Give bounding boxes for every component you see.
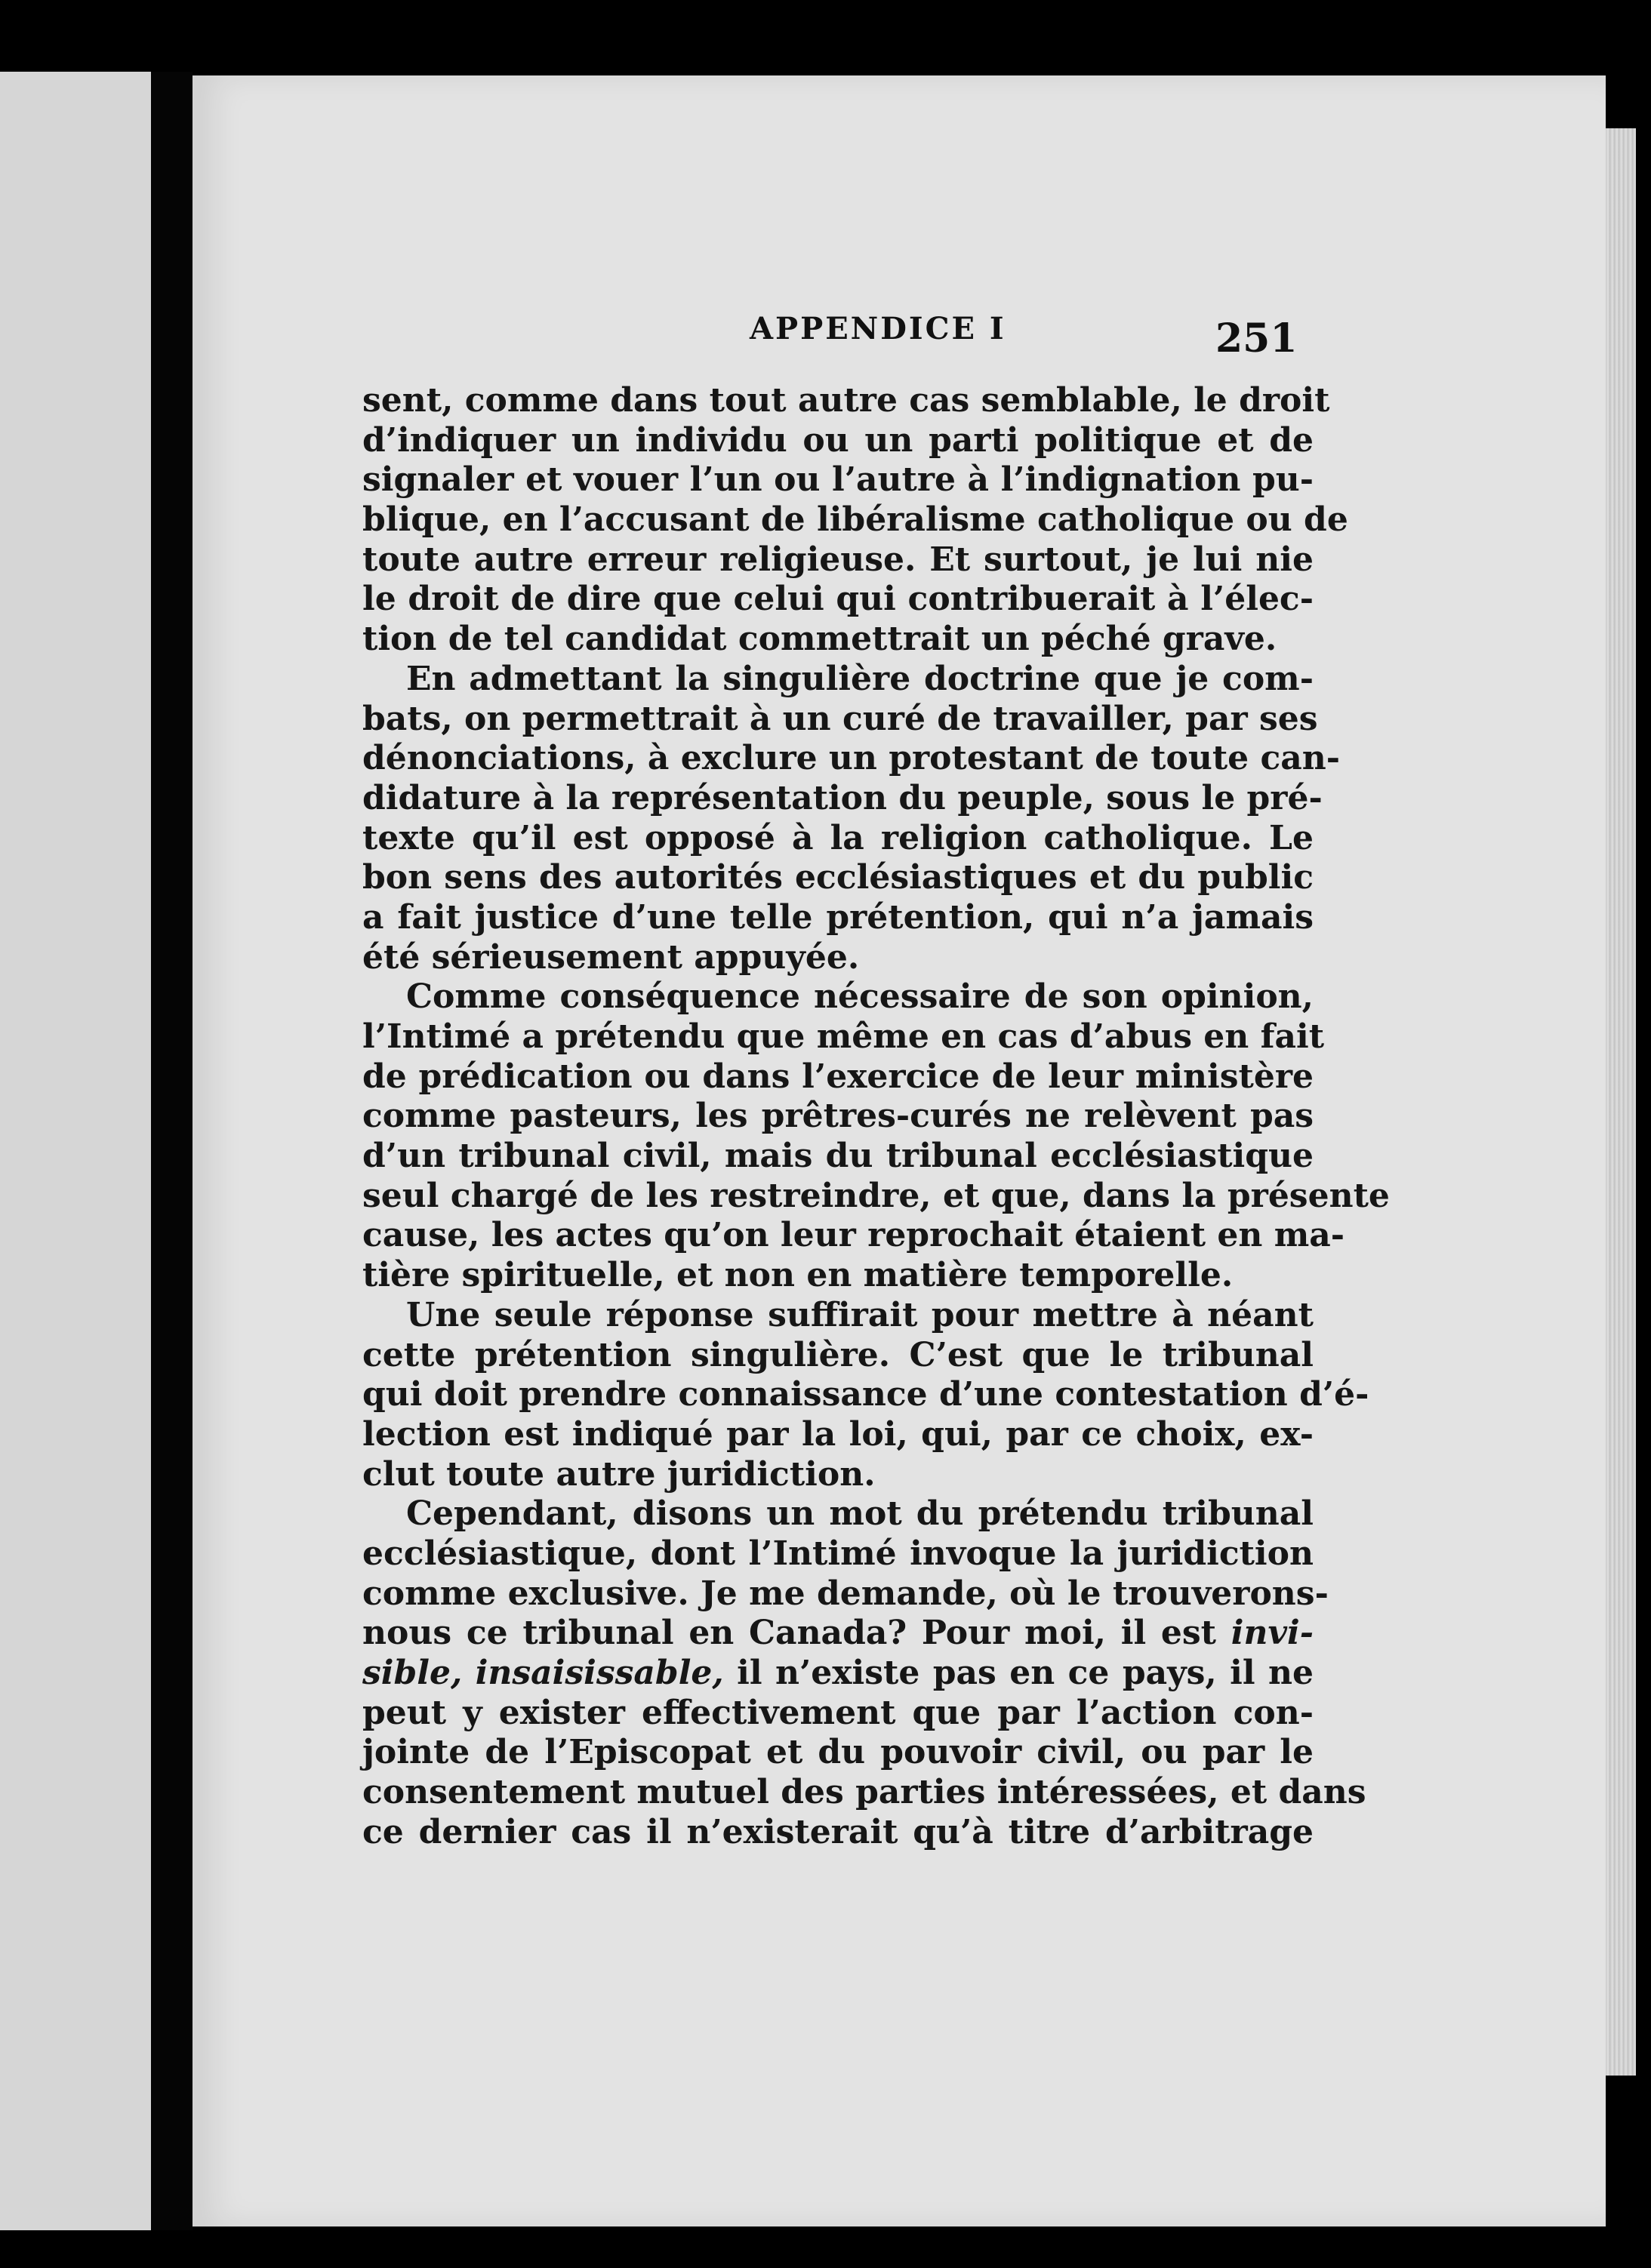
text-line: cause, les actes qu’on leur reprochait étaient en ma-	[362, 1216, 1345, 1255]
text-line: le droit de dire que celui qui contribuerait à l’élec-	[362, 580, 1314, 619]
text-line: sible, insaisissable, il n’existe pas en ce pays, il ne	[362, 1654, 1314, 1692]
book-gutter	[151, 72, 193, 2230]
text-line: tion de tel candidat commettrait un péché grave.	[362, 620, 1277, 659]
text-line: ecclésiastique, dont l’Intimé invoque la juridiction	[362, 1534, 1314, 1573]
text-line: comme exclusive. Je me demande, où le trouverons-	[362, 1574, 1329, 1613]
text-line: sent, comme dans tout autre cas semblable, le droit	[362, 381, 1330, 420]
text-line: texte qu’il est opposé à la religion catholique. Le	[362, 818, 1314, 857]
page-stack-edge	[1606, 128, 1636, 2076]
text-line: tière spirituelle, et non en matière temporelle.	[362, 1256, 1234, 1295]
text-line: nous ce tribunal en Canada? Pour moi, il est invi-	[362, 1614, 1314, 1653]
text-line: clut toute autre juridiction.	[362, 1454, 876, 1494]
text-line: bon sens des autorités ecclésiastiques et du public	[362, 858, 1314, 897]
running-head: APPENDICE I	[750, 311, 1006, 346]
text-line: de prédication ou dans l’exercice de leur ministère	[362, 1057, 1314, 1096]
text-line: dénonciations, à exclure un protestant de toute can-	[362, 739, 1341, 778]
page-number: 251	[1215, 315, 1298, 362]
text-line: d’un tribunal civil, mais du tribunal ecclésiastique	[362, 1137, 1314, 1176]
text-line: didature à la représentation du peuple, sous le pré-	[362, 778, 1323, 817]
body-text	[362, 381, 1390, 1852]
text-line: peut y exister effectivement que par l’action con-	[362, 1693, 1314, 1732]
text-line: Une seule réponse suffirait pour mettre à néant	[406, 1295, 1314, 1334]
text-line: d’indiquer un individu ou un parti politique et de	[362, 420, 1314, 460]
text-line: jointe de l’Episcopat et du pouvoir civil, ou par le	[362, 1733, 1314, 1772]
text-line: lection est indiqué par la loi, qui, par ce choix, ex-	[362, 1414, 1314, 1454]
text-line: cette prétention singulière. C’est que le tribunal	[362, 1335, 1314, 1374]
text-line: consentement mutuel des parties intéressées, et dans	[362, 1773, 1366, 1812]
text-line: comme pasteurs, les prêtres-curés ne relèvent pas	[362, 1097, 1314, 1136]
text-line: Cependant, disons un mot du prétendu tribunal	[406, 1494, 1314, 1534]
facing-page-edge	[0, 72, 151, 2230]
italic-phrase: invi-	[1231, 1614, 1314, 1653]
italic-phrase: sible, insaisissable,	[362, 1654, 724, 1692]
text-line: signaler et vouer l’un ou l’autre à l’indignation pu-	[362, 460, 1314, 500]
text-line: l’Intimé a prétendu que même en cas d’abus en fait	[362, 1017, 1325, 1056]
text-line: Comme conséquence nécessaire de son opinion,	[406, 977, 1314, 1017]
text-line: été sérieusement appuyée.	[362, 937, 860, 977]
text-line: blique, en l’accusant de libéralisme catholique ou de	[362, 500, 1348, 540]
text-line: a fait justice d’une telle prétention, qui n’a jamais	[362, 897, 1314, 937]
text-line: bats, on permettrait à un curé de travailler, par ses	[362, 699, 1318, 738]
text-line: En admettant la singulière doctrine que je com-	[406, 659, 1314, 698]
text-line: ce dernier cas il n’existerait qu’à titre d’arbitrage	[362, 1812, 1314, 1851]
text-line: seul chargé de les restreindre, et que, dans la présente	[362, 1176, 1390, 1215]
text-line: toute autre erreur religieuse. Et surtout, je lui nie	[362, 540, 1314, 579]
text-line: qui doit prendre connaissance d’une contestation d’é-	[362, 1375, 1369, 1414]
